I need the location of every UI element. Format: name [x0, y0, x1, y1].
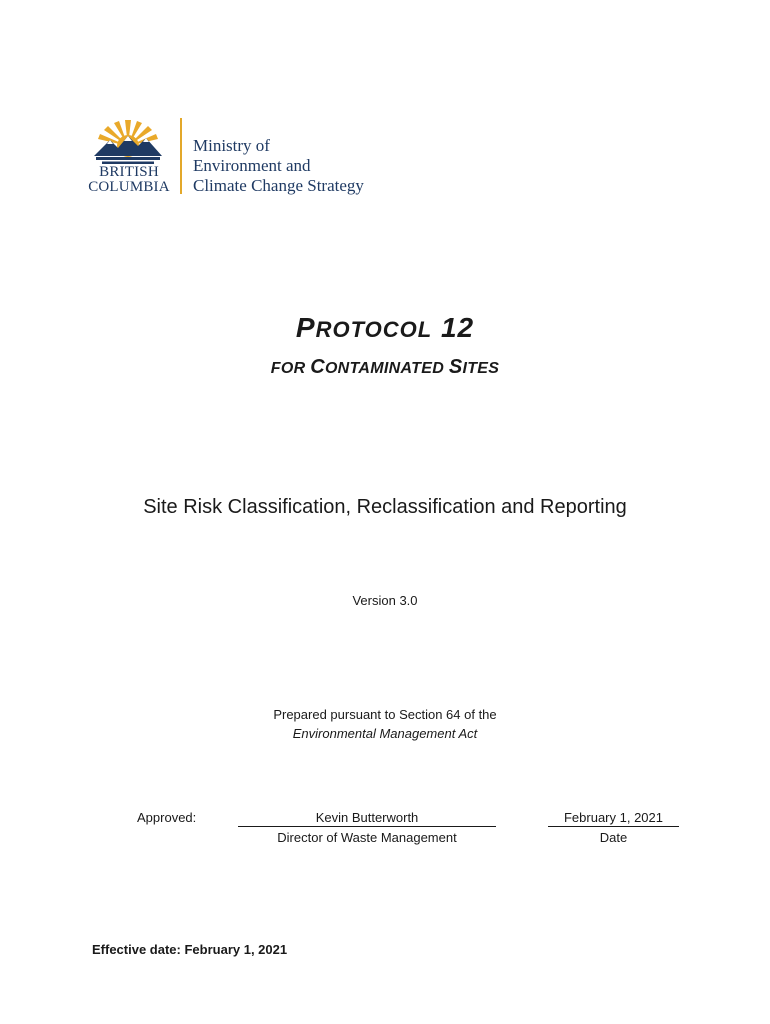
approved-label: Approved:	[137, 810, 197, 825]
bc-wordmark-line2: COLUMBIA	[88, 179, 170, 195]
prepared-statement	[0, 705, 770, 743]
protocol-subtitle	[0, 356, 770, 379]
protocol-title	[0, 312, 770, 344]
bc-wordmark-line1: BRITISH	[99, 164, 159, 180]
bc-logo-icon	[92, 116, 164, 166]
approval-date-block	[548, 810, 679, 845]
ministry-name	[193, 136, 364, 196]
prepared-line1: Prepared pursuant to Section 64 of the	[273, 707, 497, 722]
signatory-name: Kevin Butterworth	[315, 810, 419, 825]
bc-wordmark	[86, 165, 172, 195]
signature-line	[238, 826, 496, 827]
ministry-line3: Climate Change Strategy	[193, 176, 364, 195]
approval-date: February 1, 2021	[563, 810, 663, 825]
date-label: Date	[599, 830, 628, 845]
date-line	[548, 826, 679, 827]
title2-c-rest: ONTAMINATED	[324, 360, 449, 377]
title2-c-initial: C	[310, 356, 325, 378]
title2-s-initial: S	[448, 356, 463, 378]
document-subtitle: Site Risk Classification, Reclassification and Reporting	[143, 496, 627, 518]
title2-prefix: FOR	[270, 360, 311, 377]
act-name: Environmental Management Act	[292, 726, 478, 741]
logo-divider	[180, 118, 182, 194]
signatory-block	[238, 810, 496, 845]
ministry-line2: Environment and	[193, 156, 311, 175]
version-label: Version 3.0	[352, 593, 418, 608]
title-rest: ROTOCOL	[315, 317, 433, 342]
title2-s-rest: ITES	[462, 360, 500, 377]
ministry-line1: Ministry of	[193, 136, 270, 155]
title-number: 12	[432, 312, 475, 343]
signatory-title: Director of Waste Management	[277, 830, 457, 845]
effective-date: Effective date: February 1, 2021	[92, 942, 288, 957]
title-initial-p: P	[295, 312, 316, 343]
